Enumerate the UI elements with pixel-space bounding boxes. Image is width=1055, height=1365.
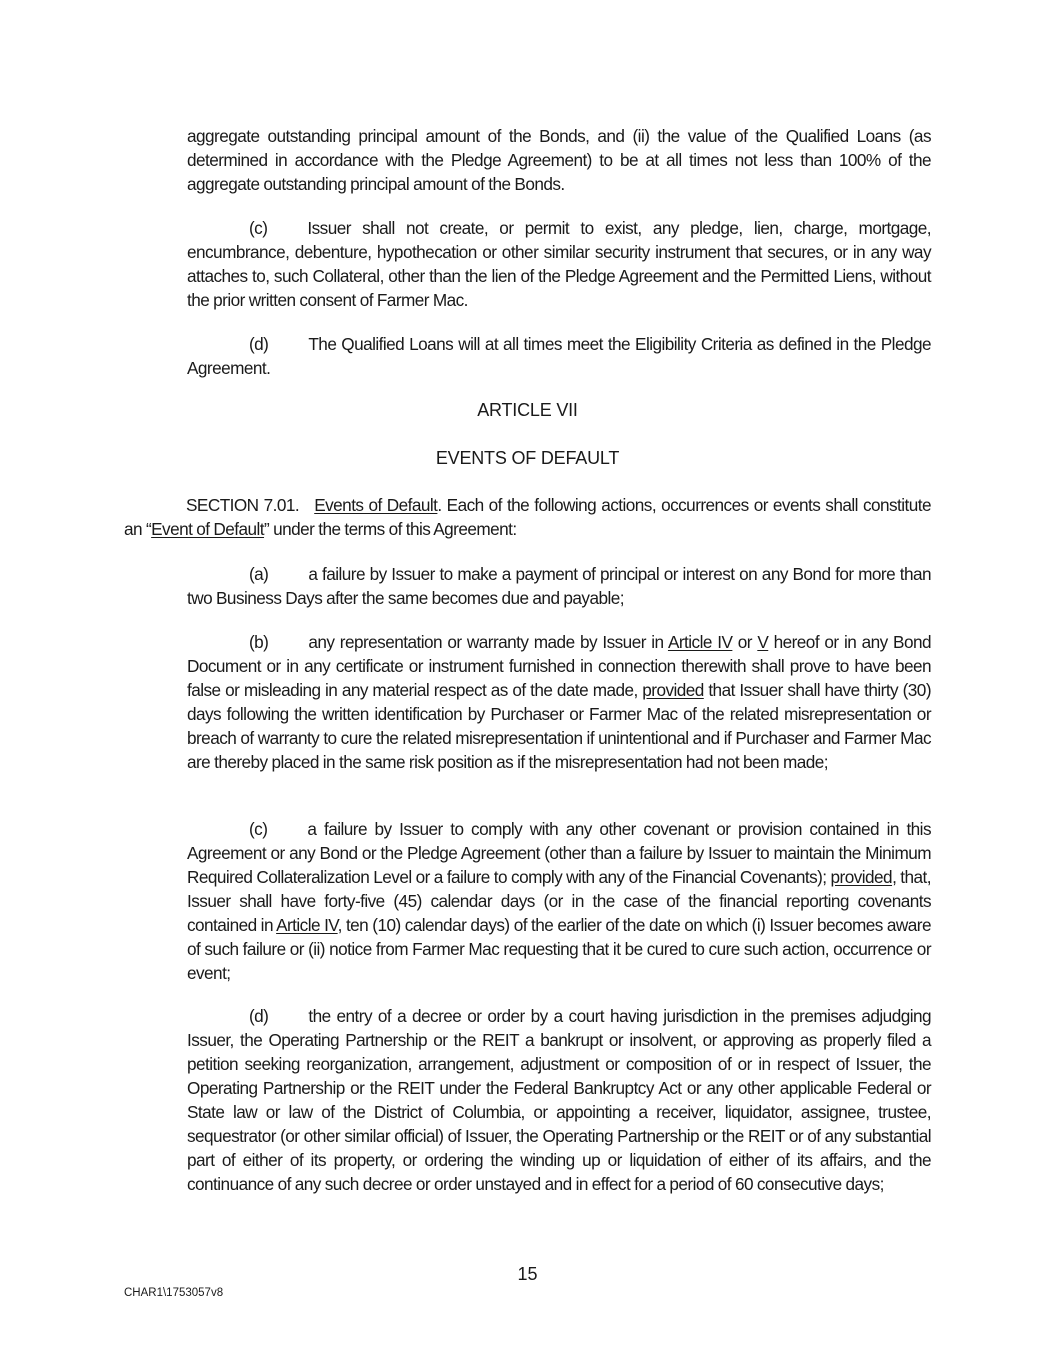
section-7-01-paragraph xyxy=(124,493,931,541)
paragraph-text: Issuer shall not create, or permit to exist, any pledge, lien, charge, mortgage, encumbrance, debenture, hypothecation or other similar security instrument that secures, or in any way attaches to, such Collateral, other than the lien of the Pledge Agreement and the Permitted Liens, without the prior written consent of Farmer Mac. xyxy=(187,218,931,310)
page-number: 15 xyxy=(517,1264,538,1284)
clause-label: (c) xyxy=(249,218,268,238)
section-caption: Events of Default xyxy=(314,495,438,515)
document-code: CHAR1\1753057v8 xyxy=(124,1287,224,1299)
article-title: EVENTS OF DEFAULT xyxy=(435,448,620,468)
cross-reference-article-iv: Article IV xyxy=(667,632,733,652)
section-6-d-paragraph xyxy=(187,332,931,380)
clause-d-paragraph xyxy=(187,1004,931,1196)
clause-label: (d) xyxy=(249,1006,269,1026)
clause-label: (b) xyxy=(249,632,269,652)
section-heading: SECTION 7.01. xyxy=(186,495,300,515)
cross-reference-article-iv: Article IV xyxy=(276,915,338,935)
section-6-c-paragraph xyxy=(187,216,931,312)
article-number: ARTICLE VII xyxy=(477,400,578,420)
paragraph-text: aggregate outstanding principal amount of the Bonds, and (ii) the value of the Qualified Loans (as determined in accordance with the Pledge Agreement) to be at all times not less than 100% of the aggregate outstanding principal amount of the Bonds. xyxy=(187,126,931,194)
text-run: or xyxy=(732,632,758,652)
text-run: , ten (10) calendar days) of the earlier of the date on which (i) Issuer becomes aware of such failure or (ii) notice from Farmer Mac requesting that it be cured to cure such action, occurrence or event; xyxy=(187,915,931,983)
text-run: hereof or in any Bond Document or in any certificate or instrument furnished in connection therewith shall prove to have been false or misleading in any material respect as of the date made, xyxy=(187,632,931,700)
paragraph-text: the entry of a decree or order by a court having jurisdiction in the premises adjudging Issuer, the Operating Partnership or the REIT a bankrupt or insolvent, or approving as properly filed a petition seeking reorganization, arrangement, adjustment or composition of or in respect of Issuer, the Operating Partnership or the REIT under the Federal Bankruptcy Act or any other applicable Federal or State law or law of the District of Columbia, or appointing a receiver, liquidator, assignee, trustee, sequestrator (or other similar official) of Issuer, the Operating Partnership or the REIT or of any substantial part of either of its property, or ordering the winding up or liquidation of either of its affairs, and the continuance of any such decree or order unstayed and in effect for a period of 60 consecutive days; xyxy=(187,1006,931,1194)
text-run: any representation or warranty made by Issuer in xyxy=(308,632,668,652)
clause-label: (c) xyxy=(249,819,268,839)
clause-b-paragraph xyxy=(187,630,931,774)
text-run: , that, Issuer shall have forty-five (45) calendar days (or in the case of the financial reporting covenants contained in xyxy=(187,867,931,935)
proviso-term: provided xyxy=(830,867,893,887)
paragraph-text: a failure by Issuer to make a payment of principal or interest on any Bond for more than two Business Days after the same becomes due and payable; xyxy=(187,564,931,608)
defined-term: Event of Default xyxy=(151,519,265,539)
clause-label: (a) xyxy=(249,564,269,584)
clause-a-paragraph xyxy=(187,562,931,610)
proviso-term: provided xyxy=(642,680,704,700)
text-run: a failure by Issuer to comply with any other covenant or provision contained in this Agreement or any Bond or the Pledge Agreement (other than a failure by Issuer to maintain the Minimum Required Collateralization Level or a failure to comply with any of the Financial Covenants); xyxy=(187,819,931,887)
continued-paragraph xyxy=(187,124,931,196)
clause-label: (d) xyxy=(249,334,269,354)
section-tail: ” under the terms of this Agreement: xyxy=(264,519,517,539)
cross-reference-article-v: V xyxy=(757,632,769,652)
paragraph-text: The Qualified Loans will at all times meet the Eligibility Criteria as defined in the Pledge Agreement. xyxy=(187,334,931,378)
clause-c-paragraph xyxy=(187,817,931,985)
section-caption-suffix: . Each of the following actions, occurrences or events shall constitute an “ xyxy=(124,495,932,539)
text-run: that Issuer shall have thirty (30) days following the written identification by Purchaser or Farmer Mac of the related misrepresentation or breach of warranty to cure the related misrepresentation if unintentional and if Purchaser and Farmer Mac are thereby placed in the same risk position as if the misrepresentation had not been made; xyxy=(187,680,931,772)
